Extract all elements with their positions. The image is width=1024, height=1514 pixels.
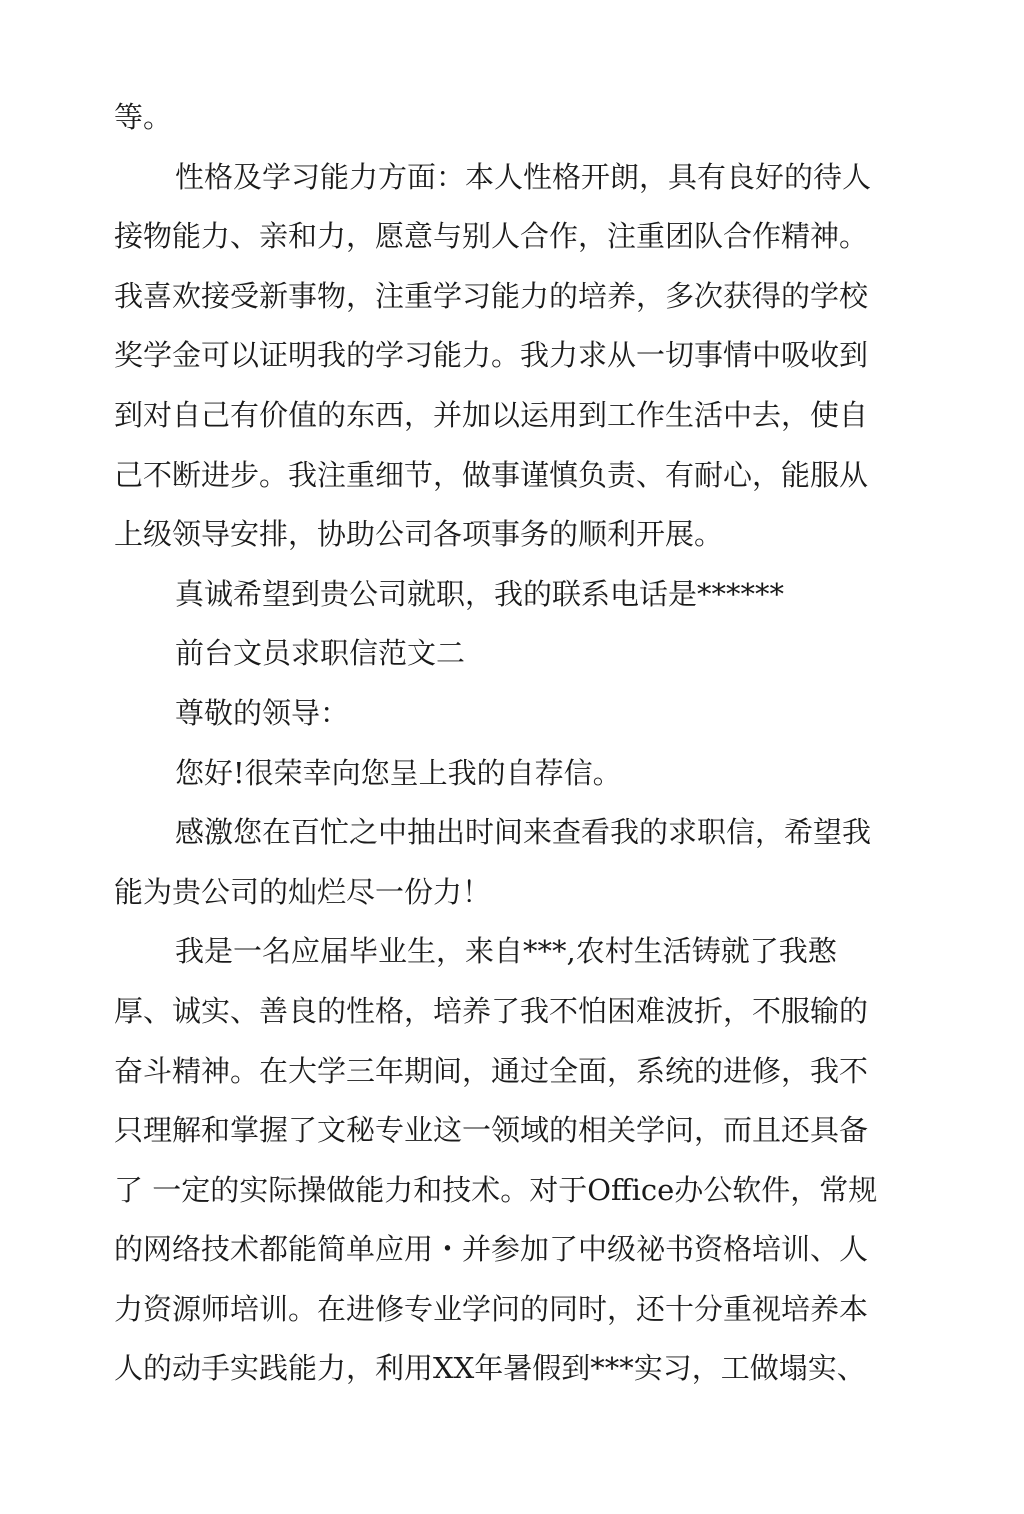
text-line: 感激您在百忙之中抽出时间来查看我的求职信，希望我 — [175, 815, 872, 850]
text-line: 奖学金可以证明我的学习能力。我力求从一切事情中吸收到 — [114, 338, 869, 373]
text-line: 等。 — [114, 100, 173, 134]
text-line: 能为贵公司的灿烂尽一份力！ — [114, 874, 492, 909]
text-line: 性格及学习能力方面：本人性格开朗，具有良好的待人 — [175, 159, 872, 194]
text-line: 奋斗精神。在大学三年期间，通过全面，系统的进修，我不 — [114, 1053, 869, 1088]
text-line: 真诚希望到贵公司就职，我的联系电话是****** — [175, 576, 785, 611]
text-line: 只理解和掌握了文秘专业这一领域的相关学问，而且还具备 — [114, 1113, 869, 1148]
text-line: 我是一名应届毕业生，来自***,农村生活铸就了我憨 — [175, 934, 837, 969]
letter-body — [114, 88, 894, 1399]
text-line: 到对自己有价值的东西，并加以运用到工作生活中去，使自 — [114, 397, 869, 432]
section-heading: 前台文员求职信范文二 — [175, 636, 466, 671]
text-line: 厚、诚实、善良的性格，培养了我不怕困难波折，不服输的 — [114, 993, 869, 1028]
text-line: 了 一定的实际操做能力和技术。对于Office办公软件，常规 — [114, 1172, 878, 1207]
text-line: 力资源师培训。在进修专业学问的同时，还十分重视培养本 — [114, 1291, 869, 1326]
text-line: 己不断进步。我注重细节，做事谨慎负责、有耐心，能服从 — [114, 457, 869, 492]
text-line: 我喜欢接受新事物，注重学习能力的培养，多次获得的学校 — [114, 278, 869, 313]
text-line: 您好!很荣幸向您呈上我的自荐信。 — [175, 755, 622, 790]
text-line: 接物能力、亲和力，愿意与别人合作，注重团队合作精神。 — [114, 219, 869, 254]
text-line: 上级领导安排，协助公司各项事务的顺利开展。 — [114, 517, 724, 552]
text-line: 人的动手实践能力，利用XX年暑假到***实习，工做塌实、 — [114, 1351, 866, 1386]
text-line: 的网络技术都能简单应用・并参加了中级祕书资格培训、人 — [114, 1232, 869, 1267]
salutation: 尊敬的领导： — [175, 695, 350, 730]
